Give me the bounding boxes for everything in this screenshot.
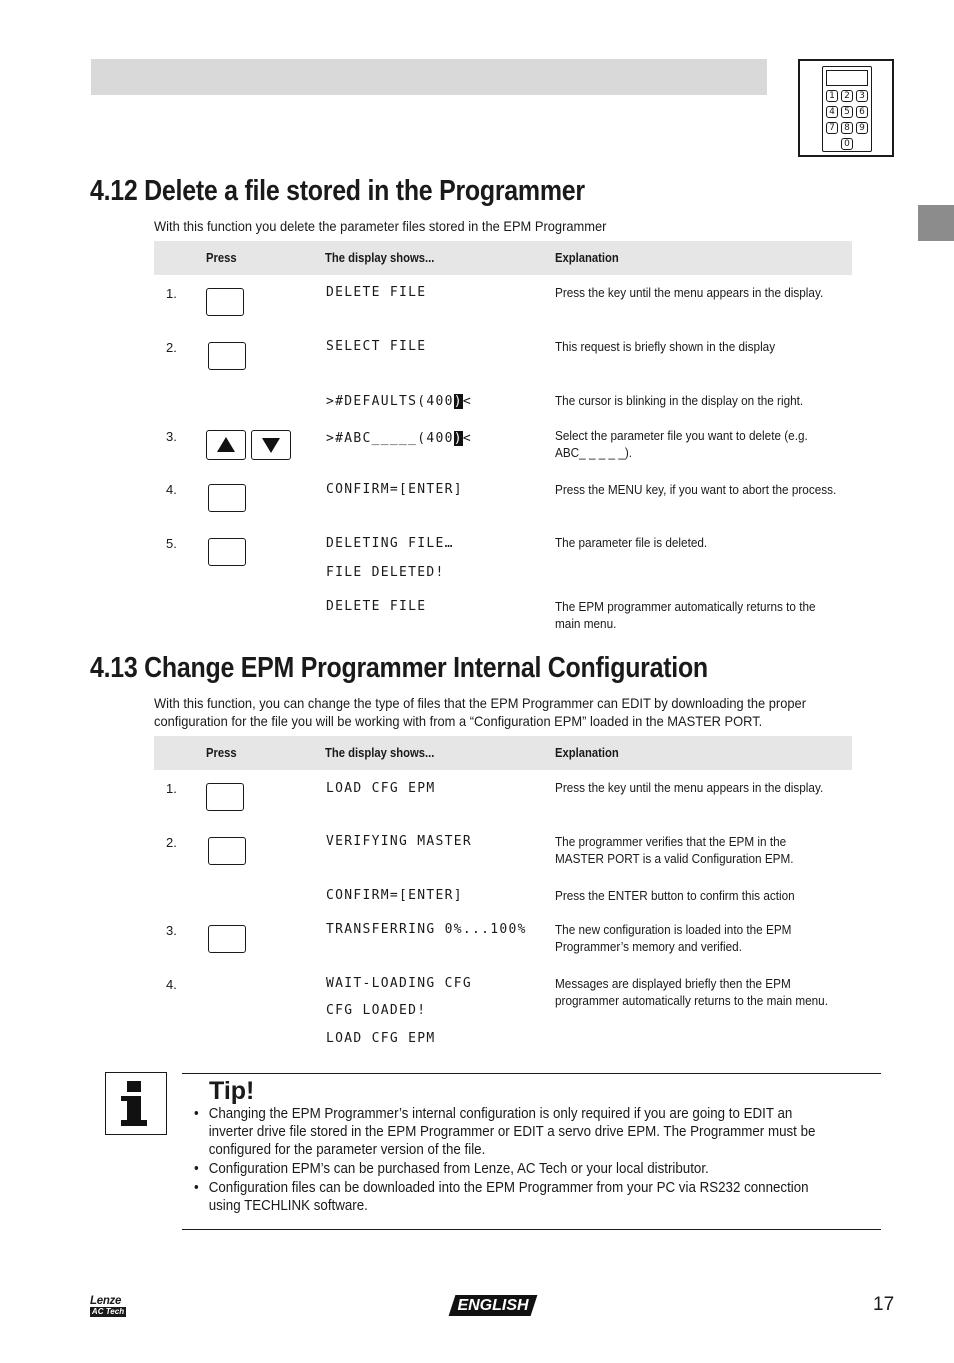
explanation-text: The programmer verifies that the EPM in the MASTER PORT is a valid Configuration EPM. — [555, 835, 794, 866]
section-intro: With this function, you can change the type of files that the EPM Programmer can EDIT by downloading the proper configuration for the file you will be working with from a “Configuration EPM” loaded in the MASTER PORT. — [154, 695, 806, 729]
info-icon-base — [121, 1120, 147, 1126]
keypad-key-9: 9 — [856, 122, 868, 134]
step-number: 5. — [166, 536, 177, 551]
info-icon — [105, 1072, 167, 1135]
enter-key-button — [208, 484, 246, 512]
display-text: CFG LOADED! — [326, 1003, 427, 1018]
explanation-text: Press the key until the menu appears in the display. — [555, 781, 824, 795]
keypad-body — [822, 66, 872, 152]
tip-title: Tip! — [209, 1077, 255, 1105]
col-header-display: The display shows... — [325, 251, 435, 265]
display-text: CONFIRM=[ENTER] — [326, 888, 463, 903]
section-title-4-12: 4.12 Delete a file stored in the Programmer — [90, 175, 585, 207]
display-text: LOAD CFG EPM — [326, 1031, 436, 1046]
keypad-key-8: 8 — [841, 122, 853, 134]
header-bar — [91, 59, 767, 95]
tip-item: • Changing the EPM Programmer’s internal configuration is only required if you are going to EDIT an inverter drive file stored in the EPM Programmer or EDIT a servo drive EPM. The Programmer must be configured for the parameter version of the file. — [194, 1105, 838, 1159]
page-number: 17 — [873, 1294, 895, 1315]
keypad-key-3: 3 — [856, 90, 868, 102]
tip-list — [194, 1105, 838, 1216]
col-header-press: Press — [206, 746, 237, 760]
display-text-pre: >#DEFAULTS(400 — [326, 394, 454, 409]
blinking-cursor: ) — [453, 431, 463, 446]
explanation-text: The cursor is blinking in the display on the right. — [555, 394, 804, 408]
lenze-logo: Lenze — [90, 1295, 122, 1307]
keypad-screen — [826, 70, 868, 86]
explanation-text: Press the key until the menu appears in the display. — [555, 286, 824, 300]
keypad-key-5: 5 — [841, 106, 853, 118]
display-text: SELECT FILE — [326, 339, 427, 354]
explanation-text: Messages are displayed briefly then the EPM programmer automatically returns to the main menu. — [555, 977, 828, 1008]
keypad-icon — [798, 59, 894, 157]
enter-key-button — [208, 342, 246, 370]
keypad-key-2: 2 — [841, 90, 853, 102]
enter-key-button — [208, 837, 246, 865]
table-header — [154, 736, 852, 770]
actech-logo: AC Tech — [91, 1307, 125, 1316]
step-number: 4. — [166, 482, 177, 497]
display-text: TRANSFERRING 0%...100% — [326, 922, 527, 937]
enter-key-button — [208, 538, 246, 566]
keypad-key-7: 7 — [826, 122, 838, 134]
step-number: 3. — [166, 429, 177, 444]
display-text: DELETE FILE — [326, 599, 427, 614]
display-text — [326, 394, 472, 409]
display-text-pre: >#ABC_____(400 — [326, 431, 454, 446]
blinking-cursor: ) — [453, 394, 463, 409]
explanation-text: Select the parameter file you want to delete (e.g. ABC_ _ _ _ _). — [555, 429, 808, 460]
display-text: FILE DELETED! — [326, 565, 445, 580]
menu-key-button — [206, 783, 244, 811]
info-icon-dot — [127, 1081, 141, 1092]
down-arrow-icon — [262, 438, 280, 453]
step-number: 2. — [166, 340, 177, 355]
section-title-4-13: 4.13 Change EPM Programmer Internal Configuration — [90, 652, 708, 684]
explanation-text: Press the MENU key, if you want to abort the process. — [555, 483, 837, 497]
step-number: 4. — [166, 977, 177, 992]
keypad-key-4: 4 — [826, 106, 838, 118]
display-text: WAIT-LOADING CFG — [326, 976, 473, 991]
section-intro: With this function you delete the parameter files stored in the EPM Programmer — [154, 218, 607, 234]
display-text: DELETING FILE… — [326, 536, 454, 551]
display-text: VERIFYING MASTER — [326, 834, 473, 849]
explanation-text: The parameter file is deleted. — [555, 536, 708, 550]
tip-item: • Configuration files can be downloaded into the EPM Programmer from your PC via RS232 connection using TECHLINK software. — [194, 1179, 838, 1215]
step-number: 2. — [166, 835, 177, 850]
tip-item: • Configuration EPM’s can be purchased from Lenze, AC Tech or your local distributor. — [194, 1160, 838, 1178]
explanation-text: This request is briefly shown in the display — [555, 340, 776, 354]
keypad-key-1: 1 — [826, 90, 838, 102]
display-text-post: < — [462, 394, 473, 409]
display-text-post: < — [462, 431, 473, 446]
down-arrow-button — [251, 430, 291, 460]
col-header-explanation: Explanation — [555, 746, 619, 760]
col-header-explanation: Explanation — [555, 251, 619, 265]
explanation-text: The new configuration is loaded into the EPM Programmer’s memory and verified. — [555, 923, 792, 954]
tip-top-rule — [182, 1073, 881, 1074]
step-number: 3. — [166, 923, 177, 938]
col-header-display: The display shows... — [325, 746, 435, 760]
display-text: CONFIRM=[ENTER] — [326, 482, 463, 497]
up-arrow-button — [206, 430, 246, 460]
language-label: ENGLISH — [457, 1297, 529, 1314]
step-number: 1. — [166, 286, 177, 301]
menu-key-button — [206, 288, 244, 316]
up-arrow-icon — [217, 437, 235, 452]
explanation-text: Press the ENTER button to confirm this action — [555, 889, 795, 903]
explanation-text: The EPM programmer automatically returns to the main menu. — [555, 600, 816, 631]
tip-bottom-rule — [182, 1229, 881, 1230]
enter-key-button — [208, 925, 246, 953]
keypad-key-6: 6 — [856, 106, 868, 118]
info-icon-stem — [127, 1096, 141, 1122]
display-text — [326, 431, 472, 446]
step-number: 1. — [166, 781, 177, 796]
display-text: DELETE FILE — [326, 285, 427, 300]
display-text: LOAD CFG EPM — [326, 781, 436, 796]
table-header — [154, 241, 852, 275]
keypad-key-0: 0 — [841, 138, 853, 150]
chapter-tab — [918, 205, 954, 241]
col-header-press: Press — [206, 251, 237, 265]
